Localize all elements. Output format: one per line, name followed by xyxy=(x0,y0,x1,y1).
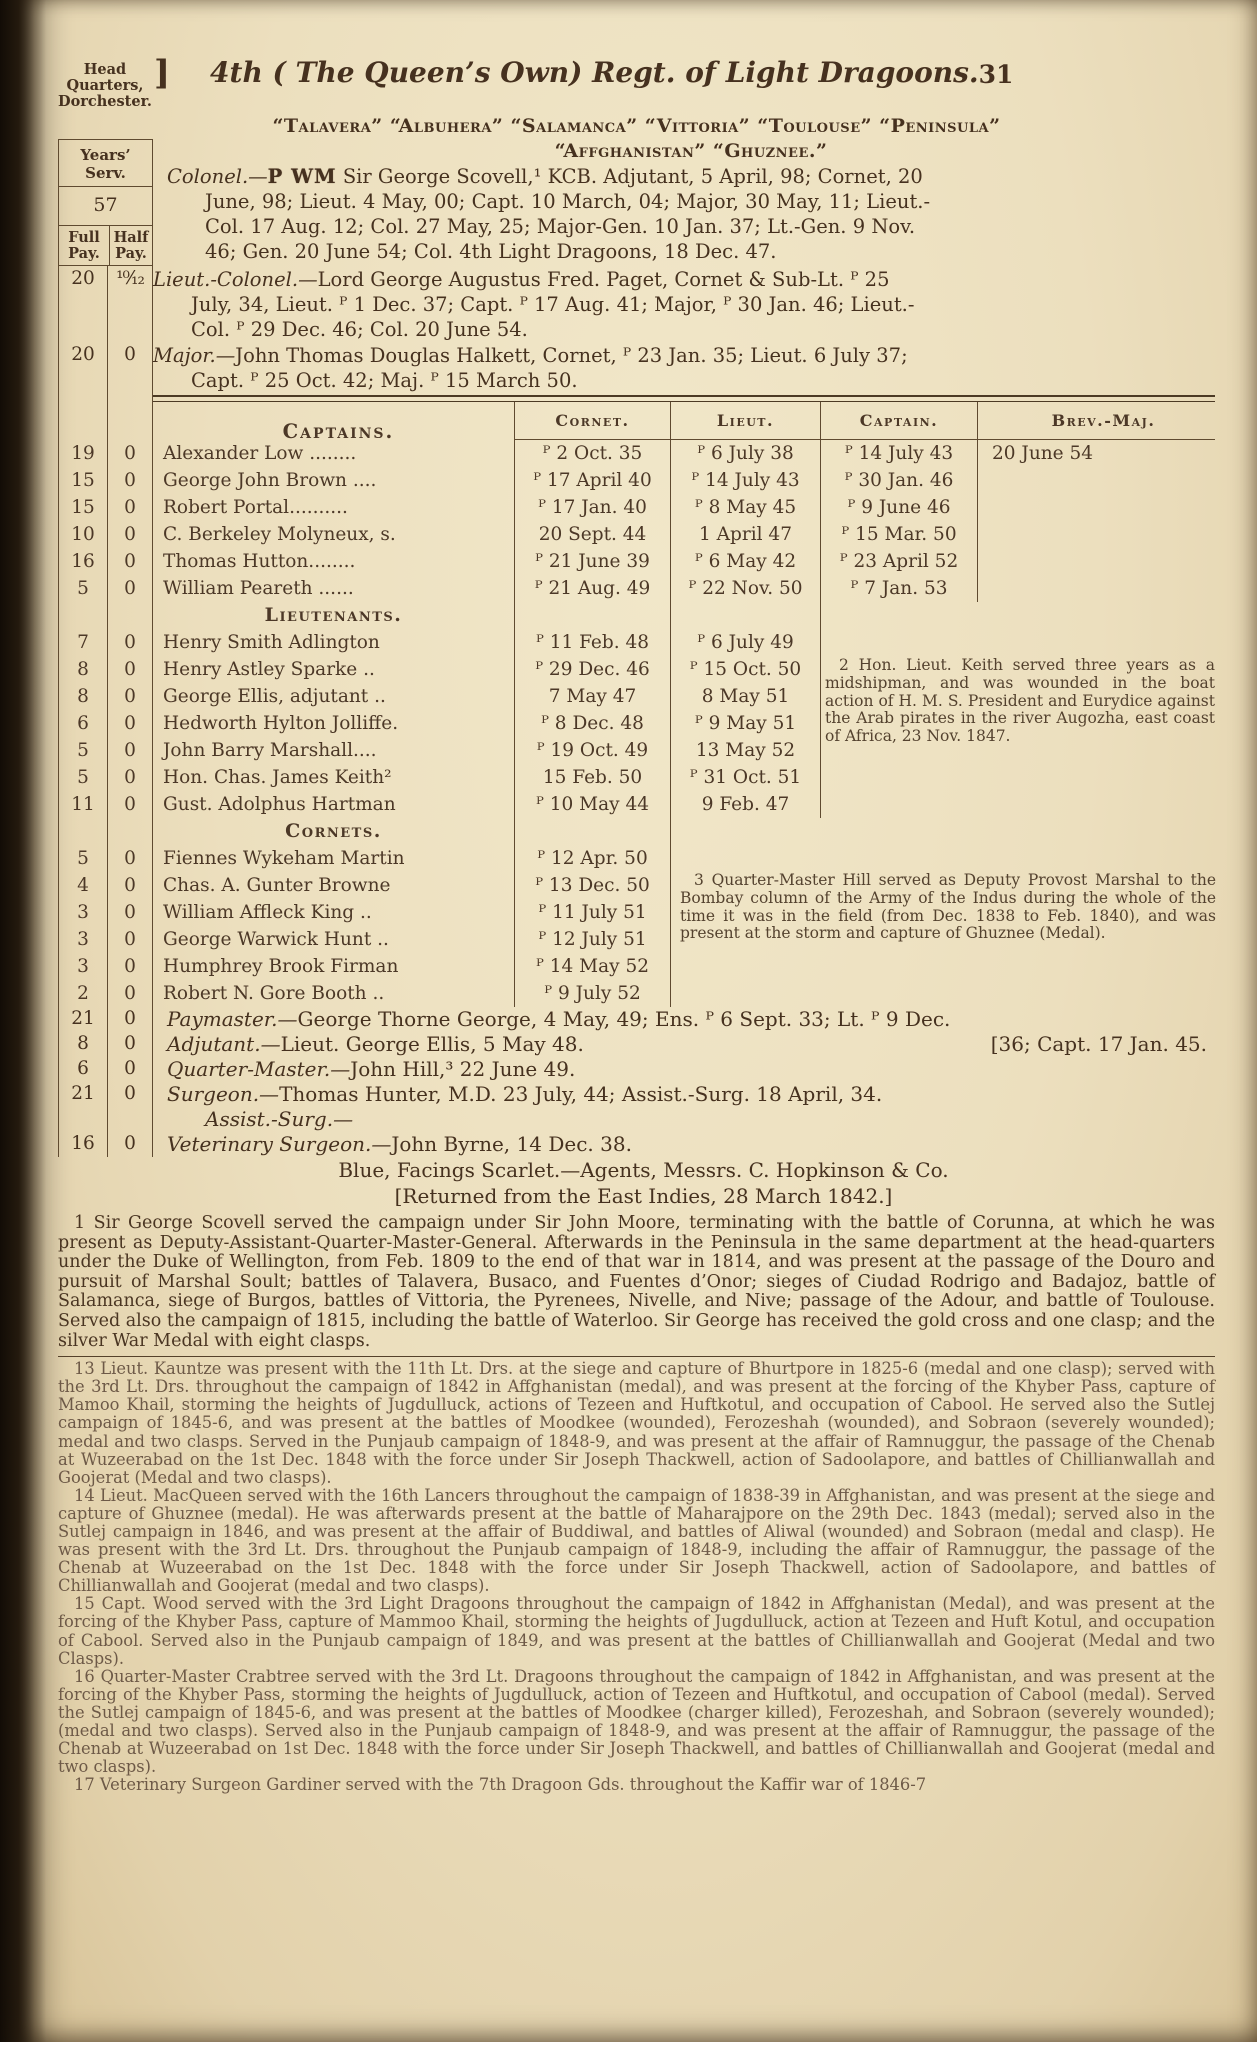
column-header-brev-maj: Brev.-Maj. xyxy=(978,402,1215,440)
half-pay-years: 0 xyxy=(108,1032,153,1057)
column-header-cornet: Cornet. xyxy=(515,402,671,440)
roster-row xyxy=(58,575,1215,602)
captain-date: ᴾ 30 Jan. 46 xyxy=(821,467,978,494)
footnote-15-wood: 15 Capt. Wood served with the 3rd Light Dragoons throughout the campaign of 1842 in Affghanistan (Medal), and was present at the forcing of the Khyber Pass, capture of Mammoo Khail, storming the heights of Jugdulluck, action at Tezeen and Huft Kotul, and occupation of Cabool. Served also in the Punjaub campaign of 1849, and was present at the battles of Chillianwallah and Goojerat (Medal and two Clasps). xyxy=(58,1594,1215,1668)
captain-date xyxy=(821,845,978,872)
half-pay-years: 0 xyxy=(108,980,153,1007)
headquarters-line1: Head Quarters, xyxy=(66,61,144,94)
half-pay-years: 0 xyxy=(108,845,153,872)
full-pay-years: 3 xyxy=(58,899,108,926)
surgeon-label: Surgeon.— xyxy=(167,1082,280,1106)
lieut-colonel-label: Lieut.-Colonel.— xyxy=(153,268,318,291)
officer-name: Gust. Adolphus Hartman xyxy=(153,791,515,818)
staff-section xyxy=(58,1007,1215,1157)
lieut-date: ᴾ 6 July 38 xyxy=(671,440,821,467)
field-officers-top xyxy=(58,139,1215,266)
cornet-date: 20 Sept. 44 xyxy=(515,521,671,548)
major-label: Major.— xyxy=(153,344,236,367)
officer-name: William Affleck King .. xyxy=(153,899,515,926)
cornet-date: ᴾ 12 Apr. 50 xyxy=(515,845,671,872)
full-pay-years: 5 xyxy=(58,764,108,791)
full-pay-years: 20 xyxy=(58,342,108,393)
full-pay-years: 8 xyxy=(58,1032,108,1057)
assist-surgeon-row xyxy=(58,1107,1215,1132)
full-pay-years: 6 xyxy=(58,710,108,737)
half-pay-years: 0 xyxy=(108,737,153,764)
officer-name: George Ellis, adjutant .. xyxy=(153,683,515,710)
full-pay-years: 3 xyxy=(58,926,108,953)
full-pay-years: 2 xyxy=(58,980,108,1007)
half-pay-years: 0 xyxy=(108,764,153,791)
lieut-date: ᴾ 8 May 45 xyxy=(671,494,821,521)
full-pay-years: 15 xyxy=(58,494,108,521)
half-pay-years: 0 xyxy=(108,629,153,656)
cornet-date: ᴾ 12 July 51 xyxy=(515,926,671,953)
footnote-14-macqueen: 14 Lieut. MacQueen served with the 16th Lancers throughout the campaign of 1838-39 in Affghanistan, and was present at the siege and capture of Ghuznee (medal). He was afterwards present at the battle of Maharajpore on the 29th Dec. 1843 (medal); served also in the Sutlej campaign in 1846, and was present at the affair of Buddiwal, and battles of Aliwal (wounded) and Sobraon (medal and clasp). He was present with the 3rd Lt. Drs. throughout the Punjaub campaign of 1848-9, including the affair of Ramnuggur, the passage of the Chenab at Wuzeerabad on the 1st Dec. 1848 with the force under Sir Joseph Thackwell, action of Sadoolapore, and battles of Chillianwallah and Goojerat (medal and two clasps). xyxy=(58,1485,1215,1596)
half-pay-years: 0 xyxy=(108,575,153,602)
half-pay-years: 0 xyxy=(108,791,153,818)
lieut-colonel-row xyxy=(58,266,1215,342)
assist-surgeon-entry xyxy=(153,1107,1215,1132)
years-service-total: 57 xyxy=(93,194,118,216)
half-pay-years: 0 xyxy=(108,1057,153,1082)
cornet-date: 7 May 47 xyxy=(515,683,671,710)
officer-name: Humphrey Brook Firman xyxy=(153,953,515,980)
brev-maj-date xyxy=(978,845,1215,872)
captain-date xyxy=(821,953,978,980)
half-pay-years: 0 xyxy=(108,926,153,953)
returned-line: [Returned from the East Indies, 28 March 1842.] xyxy=(394,1184,893,1208)
surgeon-entry xyxy=(153,1082,1215,1107)
officer-name: Thomas Hutton........ xyxy=(153,548,515,575)
veterinary-surgeon-record: John Byrne, 14 Dec. 38. xyxy=(391,1132,632,1156)
captain-date: ᴾ 15 Mar. 50 xyxy=(821,521,978,548)
roster-row xyxy=(58,845,1215,872)
half-pay-years: 0 xyxy=(108,1132,153,1157)
brev-maj-date xyxy=(978,953,1215,980)
brev-maj-date xyxy=(978,521,1215,548)
paymaster-continuation: [36; Capt. 17 Jan. 45. xyxy=(990,1032,1207,1056)
captains-section xyxy=(58,440,1215,602)
headquarters-bracket: ] xyxy=(153,53,171,93)
half-pay-years: 0 xyxy=(108,440,153,467)
roster-row xyxy=(58,764,1215,791)
half-pay-years: 0 xyxy=(108,521,153,548)
colonel-entry xyxy=(153,163,953,264)
brev-maj-date xyxy=(978,548,1215,575)
brev-maj-date xyxy=(978,629,1215,656)
major-entry xyxy=(139,342,939,393)
officer-name: George John Brown .... xyxy=(153,467,515,494)
years-service-header: Years’ Serv. xyxy=(59,140,152,187)
colonel-block xyxy=(153,139,1215,266)
full-pay-years: 5 xyxy=(58,737,108,764)
roster-row xyxy=(58,629,1215,656)
cornets-subheader-row xyxy=(58,818,1215,845)
quarter-master-row xyxy=(58,1057,1215,1082)
officer-name: Hedworth Hylton Jolliffe. xyxy=(153,710,515,737)
full-pay-years: 16 xyxy=(58,548,108,575)
cornet-date: ᴾ 10 May 44 xyxy=(515,791,671,818)
colonel-label: Colonel.— xyxy=(167,165,268,188)
years-service-box xyxy=(58,139,153,266)
roster-row xyxy=(58,980,1215,1007)
lieut-date: 8 May 51 xyxy=(671,683,821,710)
full-pay-years: 6 xyxy=(58,1057,108,1082)
full-pay-years: 21 xyxy=(58,1007,108,1032)
column-header-lieut: Lieut. xyxy=(671,402,821,440)
lieutenants-subheader-row xyxy=(58,602,1215,629)
roster-row xyxy=(58,521,1215,548)
lieut-date: ᴾ 31 Oct. 51 xyxy=(671,764,821,791)
adjutant-row xyxy=(58,1032,1215,1057)
officer-name: Robert N. Gore Booth .. xyxy=(153,980,515,1007)
lieut-date: ᴾ 22 Nov. 50 xyxy=(671,575,821,602)
half-pay-years: ¹⁰⁄₁₂ xyxy=(108,266,153,342)
cornet-date: ᴾ 21 Aug. 49 xyxy=(515,575,671,602)
cornet-date: ᴾ 13 Dec. 50 xyxy=(515,872,671,899)
facings-agents-line: Blue, Facings Scarlet.—Agents, Messrs. C. Hopkinson & Co. xyxy=(338,1158,949,1182)
cornet-date: ᴾ 9 July 52 xyxy=(515,980,671,1007)
major-record: John Thomas Douglas Halkett, Cornet, ᴾ 23 Jan. 35; Lieut. 6 July 37; Capt. ᴾ 25 Oct. 42; Maj. ᴾ 15 March 50. xyxy=(191,344,908,392)
major-row xyxy=(58,342,1215,393)
lieut-date: 13 May 52 xyxy=(671,737,821,764)
brev-maj-date: 20 June 54 xyxy=(992,443,1094,464)
half-pay-years: 0 xyxy=(108,872,153,899)
full-pay-years: 11 xyxy=(58,791,108,818)
footnote-3-quarter-master-hill: 3 Quarter-Master Hill served as Deputy Provost Marshal to the Bombay column of the Army of the Indus during the whole of the time it was in the field (from Dec. 1838 to Feb. 1840), and was present at the storm and capture of Ghuznee (Medal). xyxy=(680,871,1216,943)
cornet-date: ᴾ 19 Oct. 49 xyxy=(515,737,671,764)
full-pay-years: 3 xyxy=(58,953,108,980)
war-medal-marks: P WM xyxy=(267,165,337,188)
cornets-subheader: Cornets. xyxy=(153,818,515,845)
captain-date: ᴾ 7 Jan. 53 xyxy=(821,575,978,602)
lieut-date: ᴾ 6 May 42 xyxy=(671,548,821,575)
roster-header-row xyxy=(58,402,1215,440)
roster-row xyxy=(58,494,1215,521)
full-pay-years: 21 xyxy=(58,1082,108,1107)
half-pay-years: 0 xyxy=(108,467,153,494)
half-pay-years: 0 xyxy=(108,342,153,393)
cornet-date: ᴾ 11 July 51 xyxy=(515,899,671,926)
officer-name: Henry Smith Adlington xyxy=(153,629,515,656)
brev-maj-date xyxy=(978,575,1215,602)
lieut-date: 1 April 47 xyxy=(671,521,821,548)
column-header-captains: Captains. xyxy=(153,402,515,440)
brev-maj-date xyxy=(978,791,1215,818)
roster-row xyxy=(58,791,1215,818)
captain-date: ᴾ 14 July 43 xyxy=(821,440,978,467)
battle-honours-line2: “Affghanistan” “Ghuznee.” xyxy=(554,140,828,162)
brev-maj-date xyxy=(978,764,1215,791)
full-pay-years: 20 xyxy=(58,266,108,342)
headquarters-block xyxy=(58,56,152,110)
cornet-date: ᴾ 2 Oct. 35 xyxy=(515,440,671,467)
veterinary-surgeon-row xyxy=(58,1132,1215,1157)
officers-roster-table xyxy=(58,402,1215,1007)
adjutant-label: Adjutant.— xyxy=(167,1032,281,1056)
paymaster-record: George Thorne George, 4 May, 49; Ens. ᴾ 6 Sept. 33; Lt. ᴾ 9 Dec. xyxy=(297,1007,951,1031)
headquarters-line2: Dorchester. xyxy=(58,93,152,110)
page-title: 4th ( The Queen’s Own) Regt. of Light Dragoons. xyxy=(210,56,979,89)
full-pay-years: 4 xyxy=(58,872,108,899)
footnote-17-gardiner: 17 Veterinary Surgeon Gardiner served with the 7th Dragoon Gds. throughout the Kaffir war of 1846-7 xyxy=(74,1775,927,1795)
lieut-colonel-entry xyxy=(139,266,939,342)
assist-surgeon-label: Assist.-Surg.— xyxy=(205,1107,354,1131)
paymaster-row xyxy=(58,1007,1215,1032)
lieut-date: ᴾ 9 May 51 xyxy=(671,710,821,737)
full-pay-years: 7 xyxy=(58,629,108,656)
cornet-date: ᴾ 21 June 39 xyxy=(515,548,671,575)
full-pay-years: 15 xyxy=(58,467,108,494)
pay-column-headers xyxy=(59,225,152,266)
adjutant-entry xyxy=(153,1032,1215,1057)
surgeon-row xyxy=(58,1082,1215,1107)
full-pay-years: 19 xyxy=(58,440,108,467)
lieut-date: ᴾ 14 July 43 xyxy=(671,467,821,494)
officer-name: William Peareth ...... xyxy=(153,575,515,602)
cornet-date: ᴾ 17 April 40 xyxy=(515,467,671,494)
roster-row xyxy=(58,467,1215,494)
full-pay-header: Full Pay. xyxy=(59,226,109,266)
half-pay-years: 0 xyxy=(108,656,153,683)
captain-date: ᴾ 9 June 46 xyxy=(821,494,978,521)
full-pay-years xyxy=(58,1107,108,1132)
lower-footnotes xyxy=(58,1360,1215,1794)
lieutenants-subheader: Lieutenants. xyxy=(153,602,515,629)
table-top-rule-row xyxy=(58,393,1215,402)
adjutant-record: Lieut. George Ellis, 5 May 48. xyxy=(280,1032,584,1056)
half-pay-years: 0 xyxy=(108,1082,153,1107)
full-pay-years: 10 xyxy=(58,521,108,548)
half-pay-years: 0 xyxy=(108,1007,153,1032)
paymaster-entry xyxy=(153,1007,1215,1032)
officer-name: Henry Astley Sparke .. xyxy=(153,656,515,683)
half-pay-header: Half Pay. xyxy=(109,226,152,266)
lieut-colonel-record: Lord George Augustus Fred. Paget, Cornet & Sub-Lt. ᴾ 25 July, 34, Lieut. ᴾ 1 Dec. 37; Capt. ᴾ 17 Aug. 41; Major, ᴾ 30 Jan. 46; Lieut.-Col. ᴾ 29 Dec. 46; Col. 20 June 54. xyxy=(191,268,915,341)
officer-name: Chas. A. Gunter Browne xyxy=(153,872,515,899)
roster-row xyxy=(58,440,1215,467)
footnote-13-kauntze: 13 Lieut. Kauntze was present with the 11th Lt. Drs. at the siege and capture of Bhurtpore in 1825-6 (medal and one clasp); served with the 3rd Lt. Drs. throughout the campaign of 1842 in Affghanistan (medal), and was present at the forcing of the Khyber Pass, capture of Mamoo Khail, storming the heights of Jugdulluck, actions of Tezeen and Huftkotul, and occupation of Cabool. He served also the Sutlej campaign of 1845-6, and was present at the battles of Moodkee (wounded), Ferozeshah (wounded), and Sobraon (severely wounded); medal and two clasps. Served in the Punjaub campaign of 1848-9, and was present at the affair of Ramnuggur, the passage of the Chenab at Wuzeerabad on the 1st Dec. 1848 with the force under Sir Joseph Thackwell, action of Sadoolapore, and battles of Chillianwallah and Goojerat (Medal and two clasps). xyxy=(58,1359,1215,1487)
half-pay-years: 0 xyxy=(108,953,153,980)
brev-maj-date xyxy=(978,494,1215,521)
brev-maj-date xyxy=(978,467,1215,494)
captain-date xyxy=(821,764,978,791)
brev-maj-date xyxy=(978,980,1215,1007)
full-pay-years: 8 xyxy=(58,683,108,710)
full-pay-years: 16 xyxy=(58,1132,108,1157)
lieut-date xyxy=(671,980,821,1007)
veterinary-surgeon-entry xyxy=(153,1132,1215,1157)
surgeon-record: Thomas Hunter, M.D. 23 July, 44; Assist.-Surg. 18 April, 34. xyxy=(279,1082,883,1106)
cornet-date: 15 Feb. 50 xyxy=(515,764,671,791)
half-pay-years xyxy=(108,1107,153,1132)
cornet-date: ᴾ 17 Jan. 40 xyxy=(515,494,671,521)
half-pay-years: 0 xyxy=(108,494,153,521)
half-pay-years: 0 xyxy=(108,548,153,575)
column-header-captain: Captain. xyxy=(821,402,978,440)
half-pay-years: 0 xyxy=(108,899,153,926)
full-pay-years: 5 xyxy=(58,845,108,872)
officer-name: C. Berkeley Molyneux, s. xyxy=(153,521,515,548)
full-pay-years: 5 xyxy=(58,575,108,602)
captain-date xyxy=(821,629,978,656)
officer-name: John Barry Marshall.... xyxy=(153,737,515,764)
officer-name: Hon. Chas. James Keith² xyxy=(153,764,515,791)
footnote-1-scovell: 1 Sir George Scovell served the campaign under Sir John Moore, terminating with the battle of Corunna, at which he was present as Deputy-Assistant-Quarter-Master-General. Afterwards in the Peninsula in the same department at the head-quarters under the Duke of Wellington, from Feb. 1809 to the end of that war in 1814, and was present at the passage of the Douro and pursuit of Marshal Soult; battles of Talavera, Busaco, and Fuentes d’Onor; sieges of Ciudad Rodrigo and Badajoz, battle of Salamanca, siege of Burgos, battles of Vittoria, the Pyrenees, Nivelle, and Nive; passage of the Adour, and battle of Toulouse. Served also the campaign of 1815, including the battle of Waterloo. Sir George has received the gold cross and one clasp; and the silver War Medal with eight clasps. xyxy=(58,1213,1215,1351)
cornet-date: ᴾ 8 Dec. 48 xyxy=(515,710,671,737)
officer-name: Alexander Low ........ xyxy=(153,440,515,467)
lieut-date: 9 Feb. 47 xyxy=(671,791,821,818)
officer-name: Robert Portal.......... xyxy=(153,494,515,521)
quarter-master-entry xyxy=(153,1057,1215,1082)
paymaster-label: Paymaster.— xyxy=(167,1007,298,1031)
captain-date xyxy=(821,980,978,1007)
half-pay-years: 0 xyxy=(108,710,153,737)
lieut-date xyxy=(671,953,821,980)
quarter-master-record: John Hill,³ 22 June 49. xyxy=(350,1057,576,1081)
cornet-date: ᴾ 29 Dec. 46 xyxy=(515,656,671,683)
veterinary-surgeon-label: Veterinary Surgeon.— xyxy=(167,1132,392,1156)
footnote-2-keith: 2 Hon. Lieut. Keith served three years as a midshipman, and was wounded in the boat action of H. M. S. President and Eurydice against the Arab pirates in the river Augozha, east coast of Africa, 23 Nov. 1847. xyxy=(825,656,1215,746)
captain-date xyxy=(821,791,978,818)
double-rule xyxy=(153,395,1215,402)
quarter-master-label: Quarter-Master.— xyxy=(167,1057,351,1081)
colonel-record: Sir George Scovell,¹ KCB. Adjutant, 5 April, 98; Cornet, 20 June, 98; Lieut. 4 May, 00; Capt. 10 March, 04; Major, 30 May, 11; Lieut.-Col. 17 Aug. 12; Col. 27 May, 25; Major-Gen. 10 Jan. 37; Lt.-Gen. 9 Nov. 46; Gen. 20 June 54; Col. 4th Light Dragoons, 18 Dec. 47. xyxy=(205,165,931,263)
full-pay-years: 8 xyxy=(58,656,108,683)
roster-row xyxy=(58,953,1215,980)
officer-name: Fiennes Wykeham Martin xyxy=(153,845,515,872)
page-number: 31 xyxy=(978,60,1014,89)
lieut-date: ᴾ 6 July 49 xyxy=(671,629,821,656)
lieut-date: ᴾ 15 Oct. 50 xyxy=(671,656,821,683)
battle-honours-line1: “Talavera” “Albuhera” “Salamanca” “Vittoria” “Toulouse” “Peninsula” xyxy=(272,115,1001,137)
footnotes-divider-rule xyxy=(58,1356,1215,1357)
officer-name: George Warwick Hunt .. xyxy=(153,926,515,953)
roster-row xyxy=(58,548,1215,575)
lieut-date xyxy=(671,845,821,872)
cornet-date: ᴾ 14 May 52 xyxy=(515,953,671,980)
captain-date: ᴾ 23 April 52 xyxy=(821,548,978,575)
half-pay-years: 0 xyxy=(108,683,153,710)
cornet-date: ᴾ 11 Feb. 48 xyxy=(515,629,671,656)
page-header xyxy=(58,53,1014,110)
footnote-16-crabtree: 16 Quarter-Master Crabtree served with the 3rd Lt. Dragoons throughout the campaign of 1842 in Affghanistan, and was present at the forcing of the Khyber Pass, storming the heights of Jugdulluck, action of Tezeen and Huftkotul, and occupation of Cabool (medal). Served the Sutlej campaign of 1845-6, and was present at the battles of Moodkee (charger killed), Ferozeshah, and Sobraon (severely wounded); (medal and two clasps). Served also in the Punjaub campaign of 1848-9, and was present at the affair of Ramnuggur, the passage of the Chenab at Wuzeerabad on 1st Dec. 1848 with the force under Sir Joseph Thackwell, and battles of Chillianwallah and Goojerat (medal and two clasps). xyxy=(58,1666,1215,1777)
